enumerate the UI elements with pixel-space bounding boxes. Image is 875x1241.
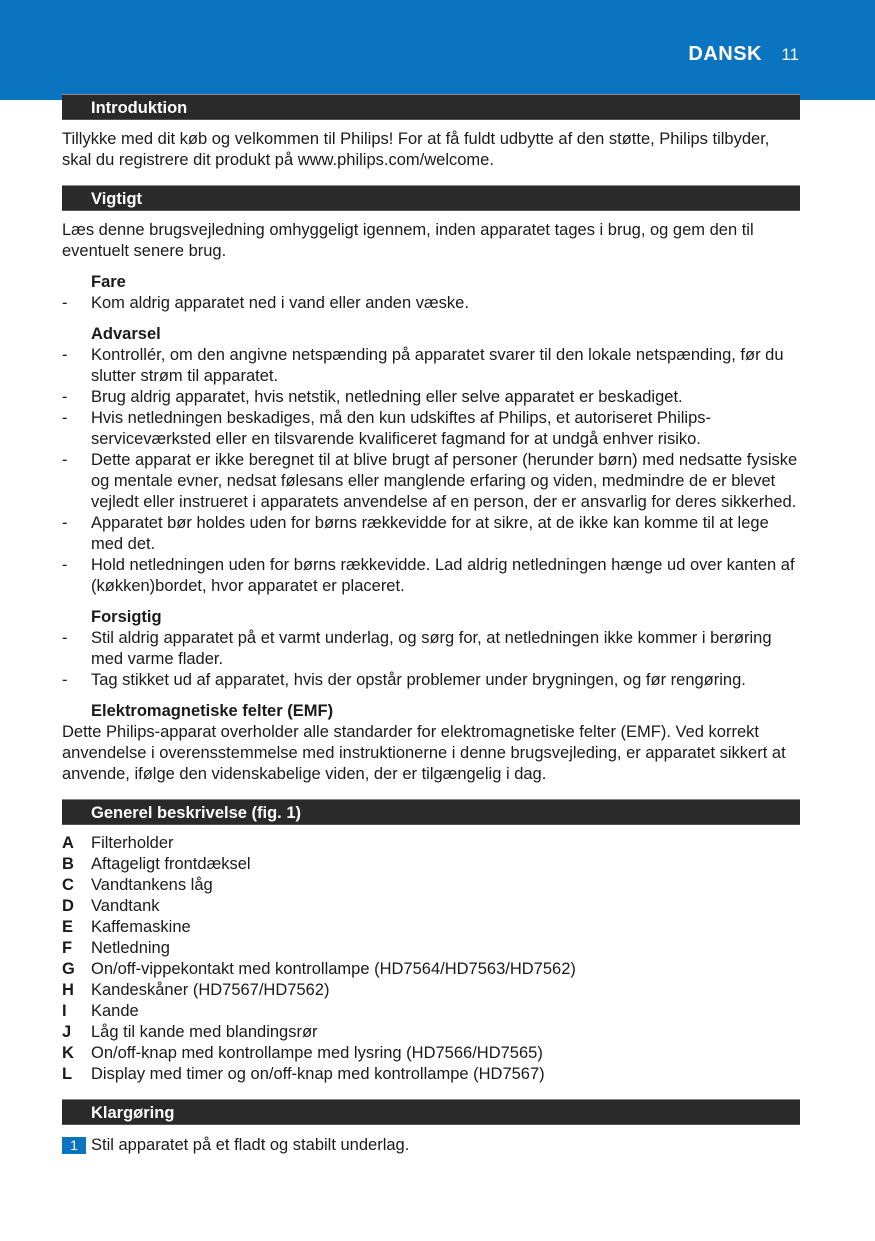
list-item: - Brug aldrig apparatet, hvis netstik, netledning eller selve apparatet er beskadiget.	[62, 387, 800, 408]
header-language: DANSK	[688, 43, 762, 65]
part-letter: D	[62, 897, 74, 915]
vigtigt-intro-text: Læs denne brugsvejledning omhyggeligt igennem, inden apparatet tages i brug, og gem den til eventuelt senere brug.	[62, 221, 754, 260]
part-label: Låg til kande med blandingsrør	[91, 1023, 318, 1041]
part-letter: K	[62, 1044, 74, 1062]
part-row	[62, 875, 800, 896]
section-heading-beskrivelse: Generel beskrivelse (fig. 1)	[62, 799, 800, 825]
part-letter: H	[62, 981, 74, 999]
part-label: Vandtank	[91, 897, 160, 915]
list-item: - Stil aldrig apparatet på et varmt underlag, og sørg for, at netledningen ikke kommer i berøring med varme flader.	[62, 628, 800, 670]
part-label: On/off-knap med kontrollampe med lysring (HD7566/HD7565)	[91, 1044, 543, 1062]
part-label: Kaffemaskine	[91, 918, 191, 936]
page-number: 11	[781, 45, 799, 64]
emf-text: Dette Philips-apparat overholder alle standarder for elektromagnetiske felter (EMF). Ved korrekt anvendelse i overensstemmelse med instruktionerne i denne brugsvejleding, er apparatet sikkert at anvende, ifølge den videnskabelige viden, der er tilgængelig i dag.	[62, 723, 786, 783]
fare-list	[62, 293, 800, 314]
part-letter: G	[62, 960, 75, 978]
list-item: - Dette apparat er ikke beregnet til at blive brugt af personer (herunder børn) med nedsatte fysiske og mentale evner, nedsat følesans eller manglende erfaring og viden, medmindre de er blevet vejledt eller instrueret i apparatets anvendelse af en person, der er ansvarlig for deres sikkerhed.	[62, 450, 800, 513]
part-row	[62, 896, 800, 917]
page-content	[62, 94, 800, 1156]
part-label: Aftageligt frontdæksel	[91, 855, 251, 873]
part-letter: F	[62, 939, 73, 957]
parts-list	[62, 833, 800, 1085]
list-item: - Hvis netledningen beskadiges, må den kun udskiftes af Philips, et autoriseret Philips-serviceværksted eller en tilsvarende kvalificeret fagmand for at undgå enhver risiko.	[62, 408, 800, 450]
part-row	[62, 938, 800, 959]
part-row	[62, 959, 800, 980]
part-row	[62, 1022, 800, 1043]
section-heading-vigtigt: Vigtigt	[62, 185, 800, 211]
part-row	[62, 917, 800, 938]
part-letter: B	[62, 855, 74, 873]
part-label: Kandeskåner (HD7567/HD7562)	[91, 981, 330, 999]
step-number: 1	[62, 1137, 86, 1154]
part-letter: E	[62, 918, 74, 936]
section-heading-introduktion: Introduktion	[62, 94, 800, 120]
list-item: - Hold netledningen uden for børns rækkevidde. Lad aldrig netledningen hænge ud over kanten af (køkken)bordet, hvor apparatet er placeret.	[62, 555, 800, 597]
emf-heading: Elektromagnetiske felter (EMF)	[91, 702, 334, 720]
list-item: - Tag stikket ud af apparatet, hvis der opstår problemer under brygningen, og før rengøring.	[62, 670, 800, 691]
advarsel-list	[62, 345, 800, 597]
section-heading-klargoring: Klargøring	[62, 1099, 800, 1125]
part-label: Display med timer og on/off-knap med kontrollampe (HD7567)	[91, 1065, 545, 1083]
list-item: - Apparatet bør holdes uden for børns rækkevidde for at sikre, at de ikke kan komme til at lege med det.	[62, 513, 800, 555]
list-item: - Kontrollér, om den angivne netspænding på apparatet svarer til den lokale netspænding, før du slutter strøm til apparatet.	[62, 345, 800, 387]
step-row	[62, 1135, 800, 1156]
part-letter: C	[62, 876, 74, 894]
forsigtig-list	[62, 628, 800, 691]
part-row	[62, 854, 800, 875]
part-row	[62, 833, 800, 854]
part-row	[62, 1001, 800, 1022]
part-letter: L	[62, 1065, 73, 1083]
part-letter: I	[62, 1002, 67, 1020]
part-row	[62, 980, 800, 1001]
part-label: Kande	[91, 1002, 139, 1020]
part-row	[62, 1064, 800, 1085]
intro-text: Tillykke med dit køb og velkommen til Philips! For at få fuldt udbytte af den støtte, Philips tilbyder, skal du registrere dit produkt på www.philips.com/welcome.	[62, 130, 770, 169]
part-label: On/off-vippekontakt med kontrollampe (HD7564/HD7563/HD7562)	[91, 960, 576, 978]
part-label: Netledning	[91, 939, 170, 957]
part-letter: J	[62, 1023, 72, 1041]
part-row	[62, 1043, 800, 1064]
part-label: Filterholder	[91, 834, 174, 852]
advarsel-heading: Advarsel	[91, 325, 161, 343]
fare-heading: Fare	[91, 273, 126, 291]
part-label: Vandtankens låg	[91, 876, 213, 894]
forsigtig-heading: Forsigtig	[91, 608, 162, 626]
part-letter: A	[62, 834, 74, 852]
list-item: - Kom aldrig apparatet ned i vand eller anden væske.	[62, 293, 800, 314]
step-text: Stil apparatet på et fladt og stabilt underlag.	[91, 1136, 410, 1154]
